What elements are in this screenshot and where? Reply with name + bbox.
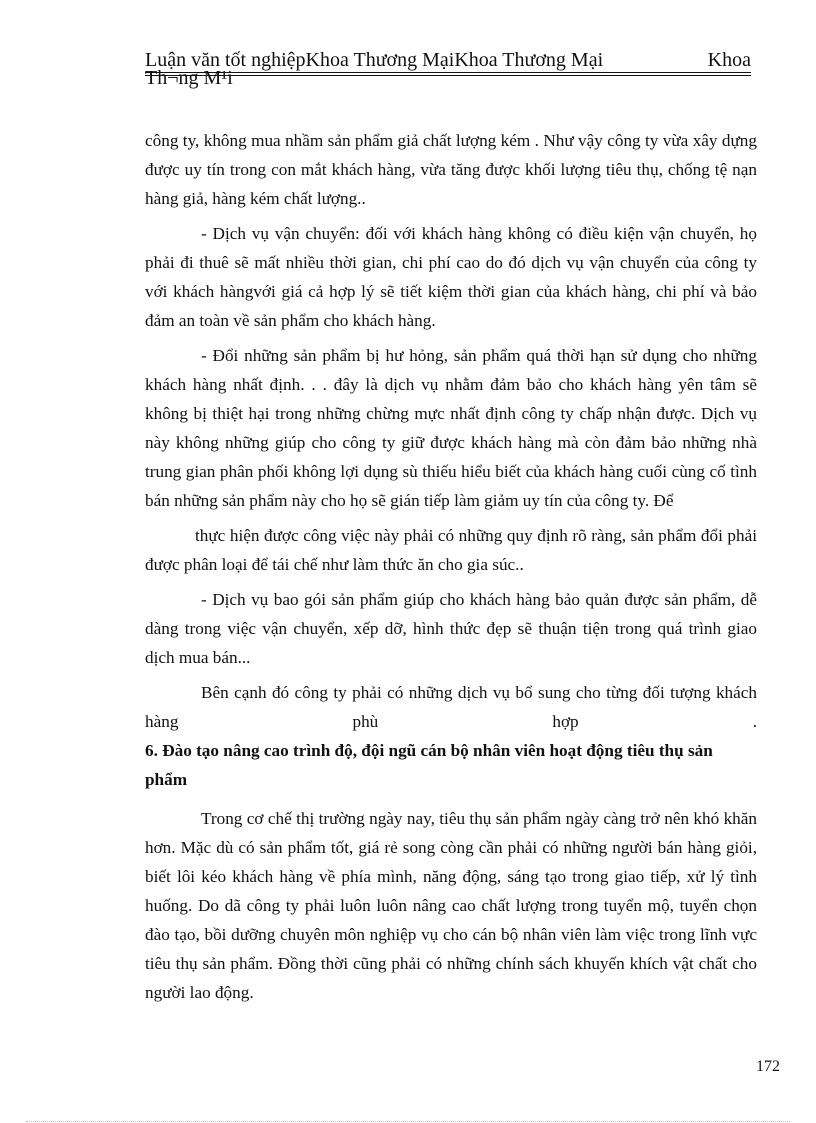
- paragraph-packaging-service: - Dịch vụ bao gói sản phẩm giúp cho khách hàng bảo quản được sản phẩm, dễ dàng trong việc vận chuyển, xếp dỡ, hình thức đẹp sẽ thuận tiện trong quá trình giao dịch mua bán...: [145, 590, 757, 667]
- paragraph-exchange-continued: [145, 521, 757, 579]
- header-subtitle: Th¬ng M¹i: [145, 67, 233, 89]
- paragraph-training: Trong cơ chế thị trường ngày nay, tiêu thụ sản phẩm ngày càng trở nên khó khăn hơn. Mặc dù có sản phẩm tốt, giá rẻ song còng cần phải có những người bán hàng giỏi, biết lôi kéo khách hàng về phía mình, năng động, sáng tạo trong giao tiếp, xử lý tình huống. Do dã công ty phải luôn luôn nâng cao chất lượng trong tuyển mộ, tuyển chọn đào tạo, bồi dưỡng chuyên môn nghiệp vụ cho cán bộ nhân viên làm việc trong lĩnh vực tiêu thụ sản phẩm. Đồng thời cũng phải có những chính sách khuyến khích vật chất cho người lao động.: [145, 809, 757, 1002]
- header-title-right: Khoa: [707, 49, 751, 71]
- document-body: [145, 126, 757, 1007]
- paragraph-additional-services: Bên cạnh đó công ty phải có những dịch vụ bổ sung cho từng đối tượng khách hàng phù hợp .: [145, 683, 757, 731]
- header-rule-bottom: [145, 75, 751, 76]
- paragraph-exchange-service: - Đổi những sản phẩm bị hư hỏng, sản phẩm quá thời hạn sử dụng cho những khách hàng nhất định. . . đây là dịch vụ nhằm đảm bảo cho khách hàng yên tâm sẽ không bị thiệt hại trong những chừng mực nhất định công ty chấp nhận được. Dịch vụ này không những giúp cho công ty giữ được khách hàng mà còn đảm bảo những nhà trung gian phân phối không lợi dụng sù thiếu hiểu biết của khách hàng cuối cùng cố tình bán những sản phẩm này cho họ sẽ gián tiếp làm giảm uy tín của công ty. Để: [145, 346, 757, 510]
- header-rule-top: [145, 72, 751, 73]
- page-bottom-border: [26, 1121, 790, 1122]
- page-header: [145, 48, 751, 88]
- paragraph-exchange-continued-text: thực hiện được công việc này phải có những quy định rõ ràng, sản phẩm đổi phải được phân loại để tái chế như làm thức ăn cho gia súc..: [145, 526, 757, 574]
- paragraph-continuation: công ty, không mua nhầm sản phẩm giả chất lượng kém . Như vậy công ty vừa xây dựng được uy tín trong con mắt khách hàng, vừa tăng được khối lượng tiêu thụ, chống tệ nạn hàng giả, hàng kém chất lượng..: [145, 131, 757, 208]
- section-heading: 6. Đào tạo nâng cao trình độ, đội ngũ cán bộ nhân viên hoạt động tiêu thụ sản phẩm: [145, 741, 713, 789]
- paragraph-transport-service: - Dịch vụ vận chuyển: đối với khách hàng không có điều kiện vận chuyển, họ phải đi thuê sẽ mất nhiều thời gian, chi phí cao do đó dịch vụ vận chuyển của công ty với khách hàngvới giá cả hợp lý sẽ tiết kiệm thời gian của khách hàng, chi phí và bảo đảm an toàn về sản phẩm cho khách hàng.: [145, 224, 757, 330]
- header-title: Luận văn tốt nghiệpKhoa Thương MạiKhoa Thương Mại: [145, 49, 604, 71]
- page-number: 172: [756, 1058, 780, 1075]
